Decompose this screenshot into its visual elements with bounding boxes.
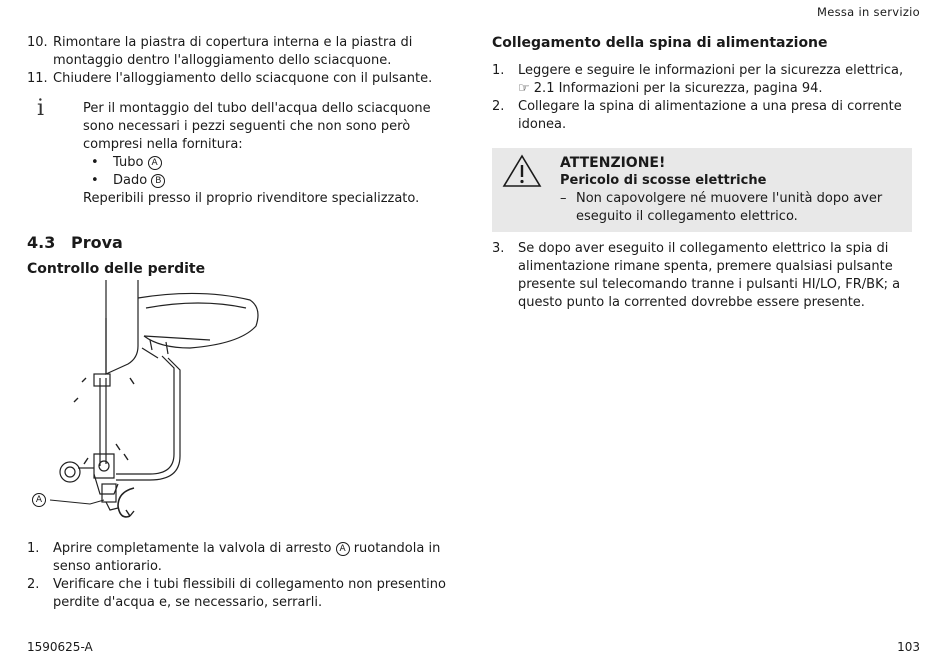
section-name: Prova — [71, 233, 123, 252]
step-11 — [27, 70, 457, 88]
step-number: 1. — [492, 63, 505, 78]
step-text: ruotandola in senso antiorario. — [53, 541, 441, 574]
section-number: 4.3 — [27, 233, 56, 252]
step-1 — [492, 62, 912, 98]
note-text: Per il montaggio del tubo dell'acqua dello sciacquone sono necessari i pezzi seguenti che non sono però compresi nella fornitura: — [83, 101, 431, 152]
subheading: Controllo delle perdite — [27, 261, 206, 277]
step-number: 10. — [27, 35, 48, 50]
warning-box — [492, 148, 912, 232]
step-number: 2. — [27, 577, 40, 592]
info-note — [27, 96, 457, 208]
step-number: 1. — [27, 541, 40, 556]
right-heading: Collegamento della spina di alimentazione — [492, 35, 828, 51]
step-number: 11. — [27, 71, 48, 86]
figure-callout: A — [32, 493, 46, 507]
left-bottom-steps — [27, 540, 457, 612]
warning-title: ATTENZIONE! — [560, 155, 666, 171]
document-id: 1590625-A — [27, 640, 93, 654]
step-10 — [27, 34, 457, 70]
parts-list — [83, 154, 457, 190]
step-text: Aprire completamente la valvola di arresto — [53, 541, 332, 556]
warning-item — [560, 190, 902, 226]
step-2 — [492, 98, 912, 134]
running-header: Messa in servizio — [817, 5, 920, 19]
part-label: Tubo — [113, 155, 144, 170]
dash: – — [560, 191, 567, 206]
warning-text: Non capovolgere né muovere l'unità dopo aver eseguito il collegamento elettrico. — [576, 191, 883, 224]
bullet: • — [91, 173, 99, 188]
step-text: Collegare la spina di alimentazione a una presa di corrente idonea. — [518, 99, 902, 132]
step-2 — [27, 576, 457, 612]
step-number: 2. — [492, 99, 505, 114]
left-column — [27, 34, 457, 278]
list-item — [91, 154, 457, 172]
toilet-installation-illustration — [30, 278, 270, 534]
step-number: 3. — [492, 241, 505, 256]
info-icon: i — [37, 96, 45, 121]
step-text: Se dopo aver eseguito il collegamento elettrico la spia di alimentazione rimane spenta, premere qualsiasi pulsante presente sul telecomando tranne i pulsanti HI/LO, FR/BK; a questo punto la corrented dovrebbe essere presente. — [518, 241, 901, 310]
part-label: Dado — [113, 173, 148, 188]
section-title — [27, 234, 457, 252]
right-column — [492, 34, 912, 312]
step-text: Rimontare la piastra di copertura interna e la piastra di montaggio dentro l'alloggiamento dello sciacquone. — [53, 35, 413, 68]
page-number: 103 — [897, 640, 920, 654]
step-text: Chiudere l'alloggiamento dello sciacquone con il pulsante. — [53, 71, 433, 86]
reference-marker: B — [151, 174, 165, 188]
step-text: Leggere e seguire le informazioni per la sicurezza elettrica, ☞ 2.1 Informazioni per la sicurezza, pagina 94. — [518, 63, 904, 96]
step-text: Verificare che i tubi flessibili di collegamento non presentino perdite d'acqua e, se necessario, serrarli. — [53, 577, 446, 610]
reference-marker: A — [336, 542, 350, 556]
list-item — [91, 172, 457, 190]
warning-subtitle: Pericolo di scosse elettriche — [560, 173, 767, 188]
bullet: • — [91, 155, 99, 170]
step-3 — [492, 240, 912, 312]
note-footer: Reperibili presso il proprio rivenditore specializzato. — [83, 191, 420, 206]
step-1 — [27, 540, 457, 576]
reference-marker: A — [148, 156, 162, 170]
warning-triangle-icon — [502, 154, 560, 226]
